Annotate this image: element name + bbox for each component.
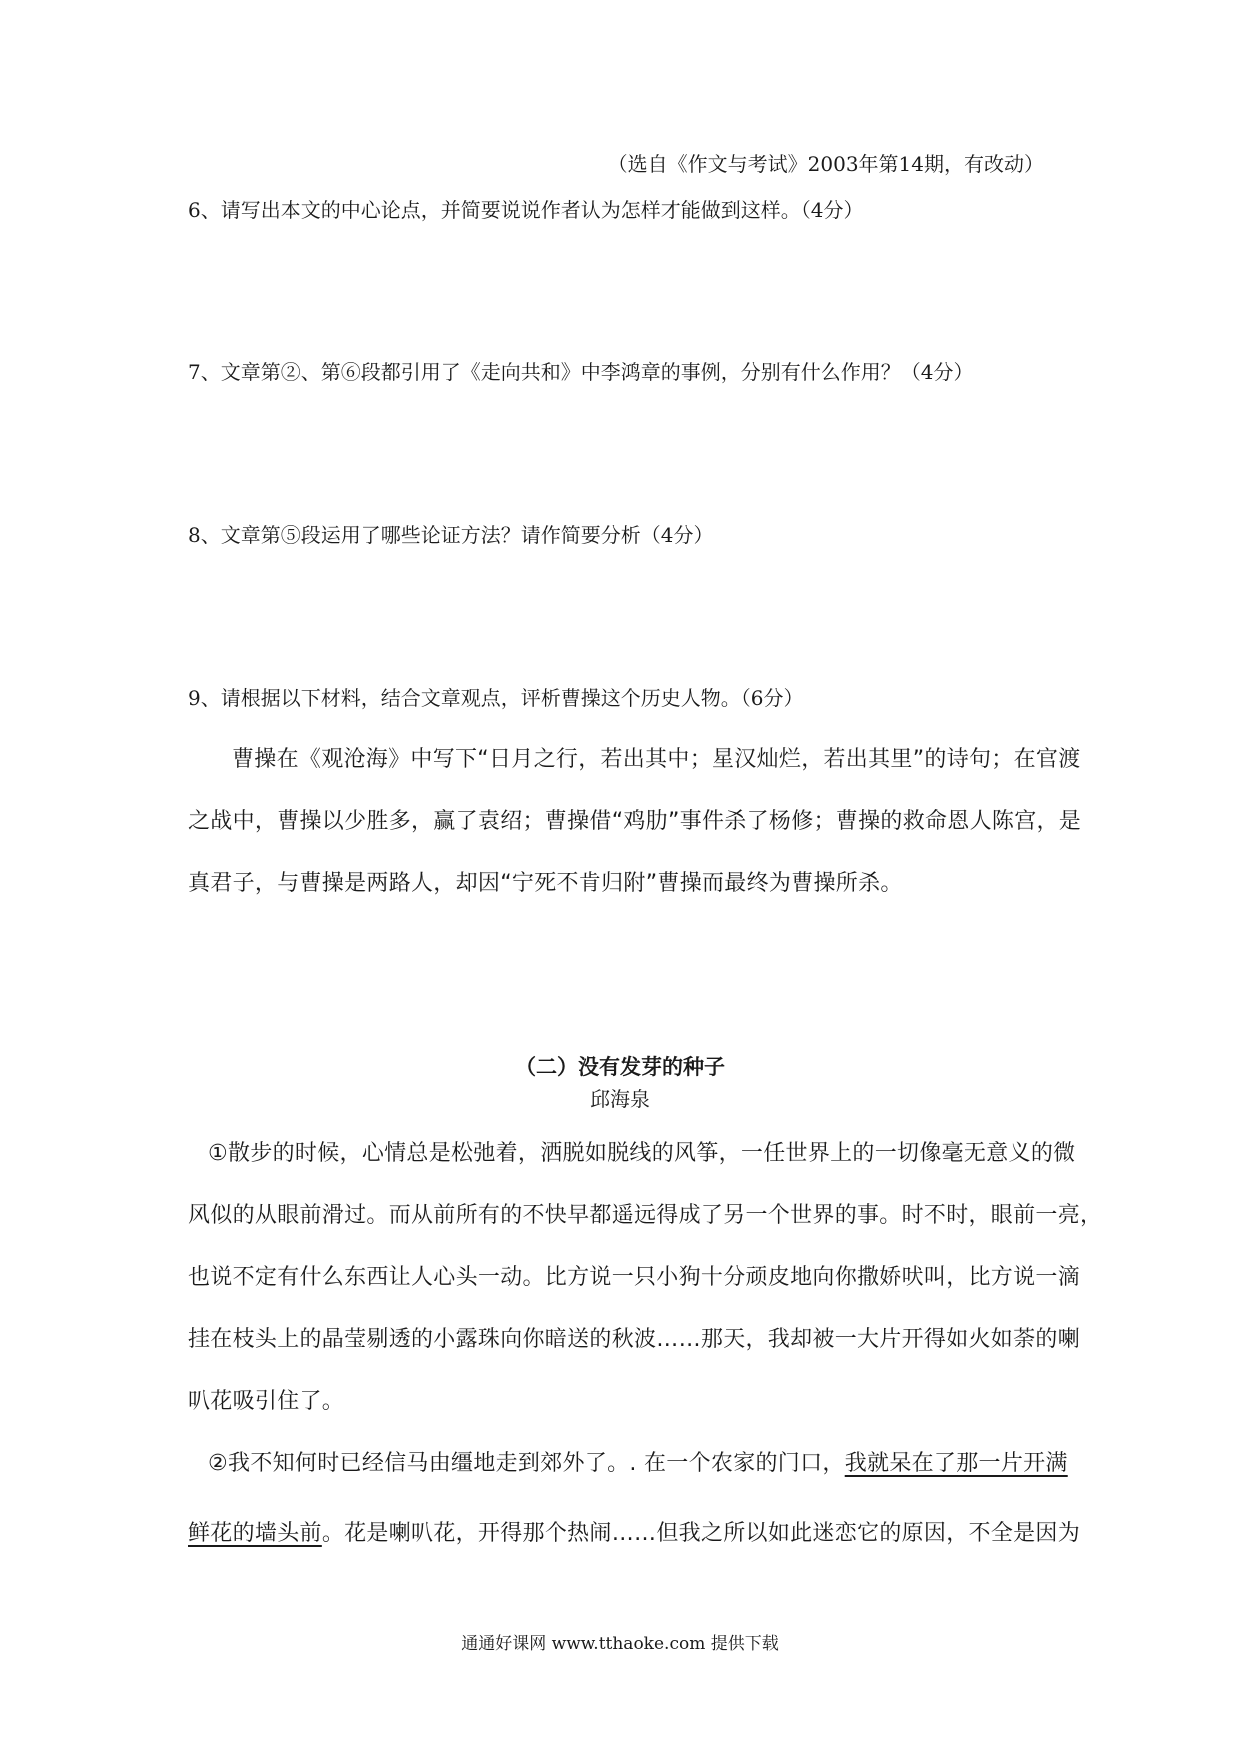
paragraph-line: 风似的从眼前滑过。而从前所有的不快早都遥远得成了另一个世界的事。时不时，眼前一亮， (188, 1203, 1103, 1228)
source-note: （选自《作文与考试》2003年第14期，有改动） (607, 152, 1044, 176)
material-line: 曹操在《观沧海》中写下“日月之行，若出其中；星汉灿烂，若出其里”的诗句；在官渡 (232, 747, 1081, 772)
section-title: （二）没有发芽的种子 (515, 1054, 725, 1079)
paragraph-line: 挂在枝头上的晶莹剔透的小露珠向你暗送的秋波……那天，我却被一大片开得如火如荼的喇 (188, 1327, 1081, 1352)
paragraph-line (188, 1516, 1080, 1547)
author-name: 邱海泉 (590, 1087, 650, 1111)
paragraph-text: ②我不知何时已经信马由缰地走到郊外了。. 在一个农家的门口， (208, 1451, 845, 1476)
underlined-phrase: 我就呆在了那一片开满 (844, 1451, 1068, 1476)
question-6: 6、请写出本文的中心论点，并简要说说作者认为怎样才能做到这样。（4分） (188, 198, 864, 222)
paragraph-line: 也说不定有什么东西让人心头一动。比方说一只小狗十分顽皮地向你撒娇吠叫，比方说一滴 (188, 1265, 1081, 1290)
underlined-phrase: 鲜花的墙头前 (188, 1521, 322, 1546)
paragraph-line: ①散步的时候，心情总是松弛着，洒脱如脱线的风筝，一任世界上的一切像毫无意义的微 (208, 1141, 1076, 1166)
question-9: 9、请根据以下材料，结合文章观点，评析曹操这个历史人物。（6分） (188, 686, 804, 710)
question-7: 7、文章第②、第⑥段都引用了《走向共和》中李鸿章的事例，分别有什么作用？（4分） (188, 360, 974, 384)
paragraph-line (208, 1446, 1068, 1477)
paragraph-text: 。花是喇叭花，开得那个热闹……但我之所以如此迷恋它的原因，不全是因为 (321, 1521, 1081, 1546)
page-footer: 通通好课网 www.tthaoke.com 提供下载 (461, 1634, 779, 1654)
material-line: 之战中，曹操以少胜多，赢了袁绍；曹操借“鸡肋”事件杀了杨修；曹操的救命恩人陈宫，是 (188, 809, 1082, 834)
paragraph-line: 叭花吸引住了。 (188, 1389, 345, 1414)
material-line: 真君子，与曹操是两路人，却因“宁死不肯归附”曹操而最终为曹操所杀。 (188, 871, 903, 896)
question-8: 8、文章第⑤段运用了哪些论证方法？请作简要分析（4分） (188, 523, 714, 547)
